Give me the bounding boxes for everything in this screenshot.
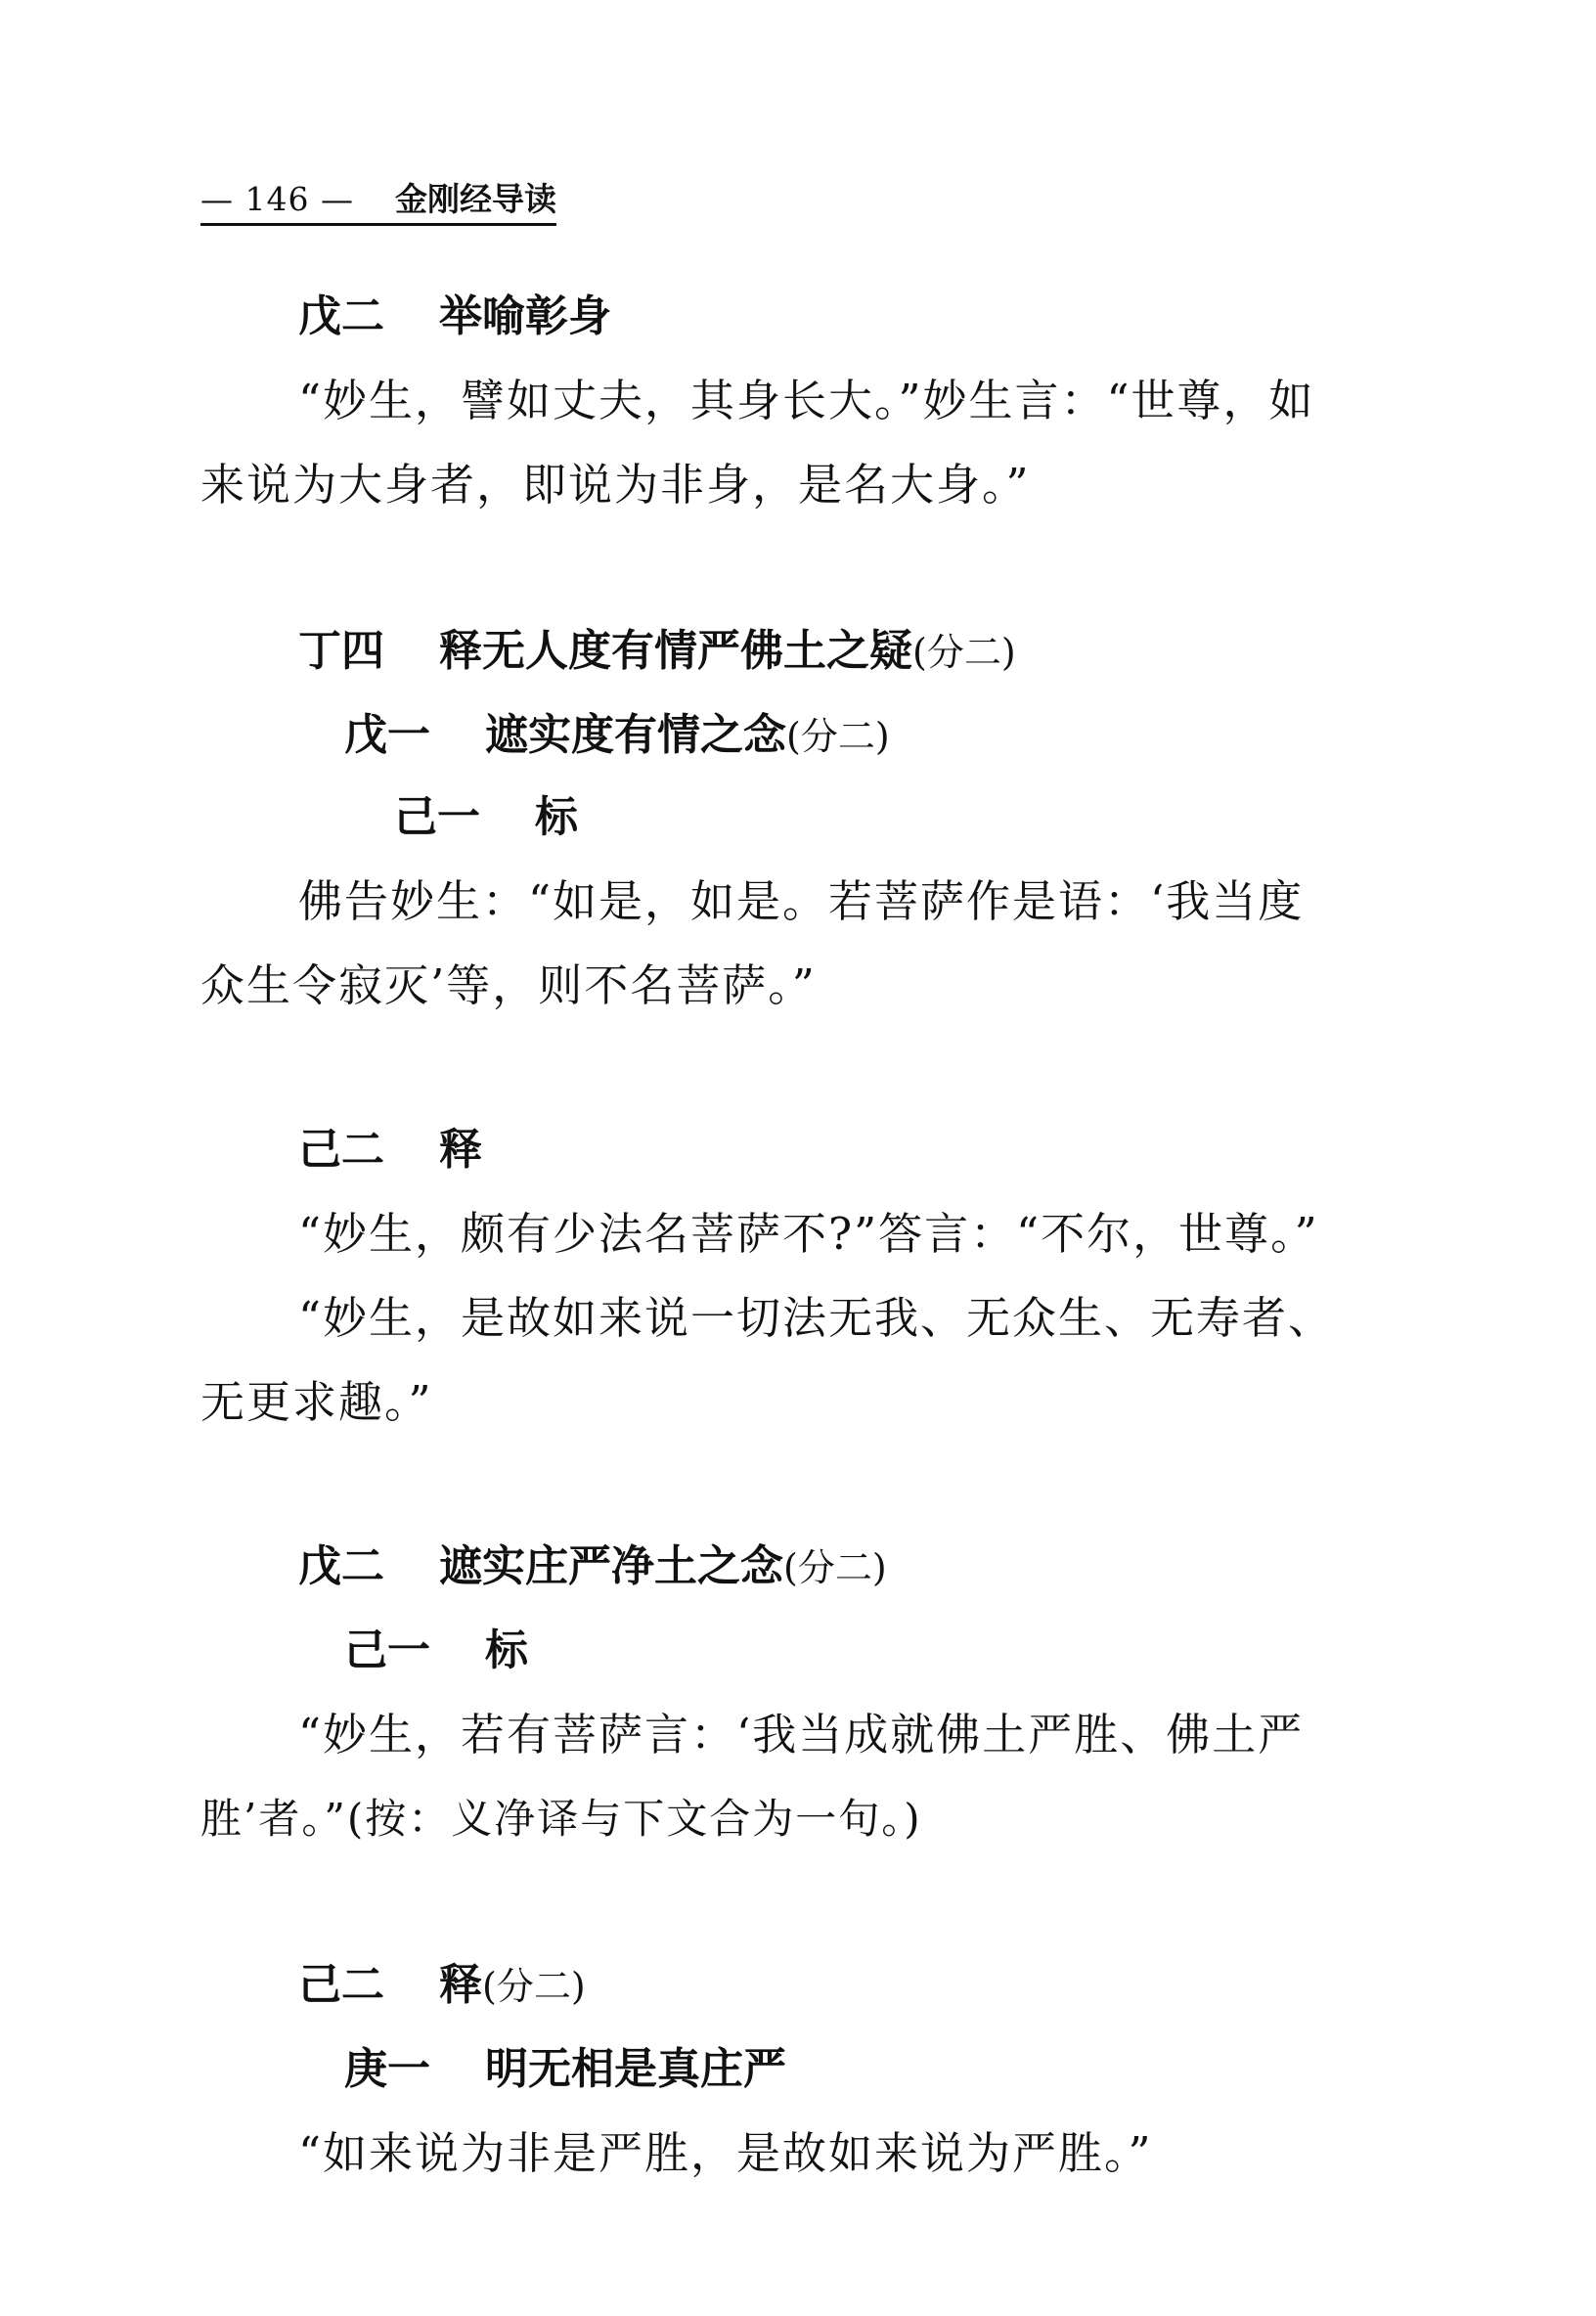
- heading-label: 戊二: [298, 291, 384, 341]
- heading-note: (分二): [783, 1546, 887, 1589]
- heading-label: 己一: [344, 1626, 430, 1675]
- section-heading: [298, 1958, 586, 2014]
- body-line: “妙生，颇有少法名菩萨不?”答言：“不尔，世尊。”: [298, 1208, 1319, 1260]
- body-line: 胜’者。”(按：义净译与下文合为一句。): [200, 1795, 922, 1843]
- heading-title: 释: [439, 1125, 482, 1175]
- heading-label: 己二: [298, 1960, 384, 2010]
- section-heading: [298, 290, 611, 344]
- body-line: 来说为大身者，即说为非身，是名大身。”: [200, 459, 1031, 511]
- section-heading: [344, 708, 890, 764]
- section-heading: [298, 1539, 887, 1595]
- running-header: [200, 180, 556, 226]
- heading-title: 标: [485, 1626, 528, 1675]
- heading-title: 释无人度有情严佛土之疑: [439, 626, 912, 676]
- body-line: “妙生，是故如来说一切法无我、无众生、无寿者、: [298, 1292, 1335, 1344]
- section-heading: [394, 790, 578, 845]
- heading-label: 戊二: [298, 1541, 384, 1591]
- heading-title: 释: [439, 1960, 482, 2010]
- body-line: “妙生，譬如丈夫，其身长大。”妙生言：“世尊，如: [298, 375, 1315, 426]
- book-title: 金刚经导读: [394, 180, 556, 218]
- body-line: 佛告妙生：“如是，如是。若菩萨作是语：‘我当度: [298, 875, 1305, 927]
- heading-title: 遮实庄严净土之念: [439, 1541, 783, 1591]
- heading-title: 举喻彰身: [439, 291, 611, 341]
- heading-label: 丁四: [298, 626, 384, 676]
- heading-note: (分二): [482, 1965, 586, 2008]
- section-heading: [298, 624, 1016, 680]
- body-line: “如来说为非是严胜，是故如来说为严胜。”: [298, 2127, 1153, 2179]
- heading-label: 己一: [394, 792, 480, 842]
- heading-note: (分二): [912, 631, 1016, 674]
- heading-title: 明无相是真庄严: [485, 2044, 786, 2094]
- heading-title: 遮实度有情之念: [485, 710, 786, 760]
- body-line: 众生令寂灭’等，则不名菩萨。”: [200, 959, 817, 1011]
- heading-note: (分二): [786, 715, 890, 758]
- page-number: — 146 —: [200, 180, 354, 218]
- heading-label: 庚一: [344, 2044, 430, 2094]
- section-heading: [344, 2042, 786, 2097]
- section-heading: [298, 1123, 482, 1178]
- heading-label: 己二: [298, 1125, 384, 1175]
- heading-label: 戊一: [344, 710, 430, 760]
- body-line: 无更求趣。”: [200, 1376, 433, 1428]
- heading-title: 标: [535, 792, 578, 842]
- body-line: “妙生，若有菩萨言：‘我当成就佛土严胜、佛土严: [298, 1709, 1305, 1760]
- section-heading: [344, 1624, 528, 1678]
